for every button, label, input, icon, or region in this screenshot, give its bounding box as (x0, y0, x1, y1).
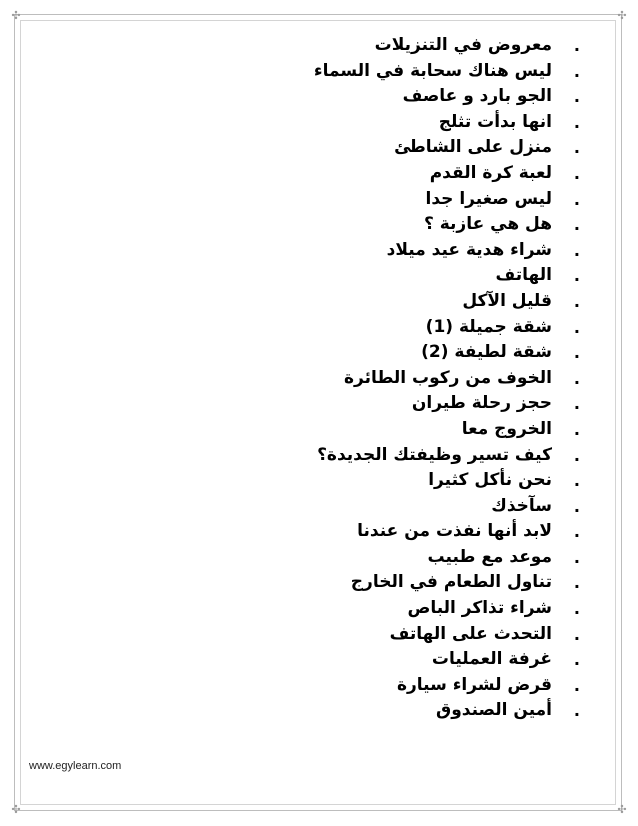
phrase-text: لابد أنها نفذت من عندنا (357, 521, 552, 542)
bullet-marker: . (573, 317, 580, 337)
bullet-marker: . (573, 138, 580, 158)
list-item (160, 417, 580, 443)
bullet-marker: . (573, 573, 580, 593)
list-item (160, 110, 580, 136)
phrase-text: موعد مع طبيب (427, 546, 552, 567)
bullet-marker: . (573, 650, 580, 670)
phrase-text: شقة جميلة (1) (425, 316, 552, 337)
list-item (160, 622, 580, 648)
phrase-text: أمين الصندوق (436, 700, 552, 721)
bullet-marker: . (573, 87, 580, 107)
phrase-text: قرض لشراء سيارة (396, 674, 552, 695)
list-item (160, 366, 580, 392)
bullet-marker: . (573, 215, 580, 235)
bullet-marker: . (573, 419, 580, 439)
list-item (160, 135, 580, 161)
phrase-text: الخوف من ركوب الطائرة (343, 367, 552, 388)
phrase-text: شقة لطيفة (2) (421, 342, 552, 363)
phrase-text: منزل على الشاطئ (394, 137, 552, 158)
list-item (160, 161, 580, 187)
phrase-text: هل هي عازبة ؟ (423, 214, 552, 235)
bullet-marker: . (573, 496, 580, 516)
list-item (160, 468, 580, 494)
bullet-marker: . (573, 61, 580, 81)
phrase-text: ليس صغيرا جدا (425, 188, 552, 209)
list-item (160, 596, 580, 622)
phrase-text: سآخذك (491, 495, 552, 516)
phrase-text: قليل الآكل (462, 290, 552, 311)
list-item (160, 519, 580, 545)
bullet-marker: . (573, 36, 580, 55)
phrase-text: معروض في التنزيلات (374, 35, 552, 55)
phrase-text: تناول الطعام في الخارج (350, 572, 552, 593)
bullet-marker: . (573, 599, 580, 619)
phrase-text: انها بدأت تثلج (438, 111, 552, 132)
bullet-marker: . (573, 394, 580, 414)
list-item (160, 494, 580, 520)
list-item (160, 187, 580, 213)
corner-ornament-icon: ✣ (617, 9, 627, 22)
list-item (160, 443, 580, 469)
phrase-text: نحن نأكل كثيرا (428, 470, 552, 491)
bullet-marker: . (573, 522, 580, 542)
bullet-marker: . (573, 240, 580, 260)
phrase-text: غرفة العمليات (431, 649, 552, 670)
phrase-text: ليس هناك سحابة في السماء (313, 60, 552, 81)
list-item (160, 289, 580, 315)
list-item (160, 340, 580, 366)
phrase-text: حجز رحلة طيران (411, 393, 552, 414)
bullet-marker: . (573, 701, 580, 721)
corner-ornament-icon: ✣ (11, 803, 21, 816)
phrase-text: التحدث على الهاتف (389, 623, 552, 644)
list-item (160, 263, 580, 289)
corner-ornament-icon: ✣ (11, 9, 21, 22)
bullet-marker: . (573, 291, 580, 311)
bullet-marker: . (573, 547, 580, 567)
phrase-text: الهاتف (495, 265, 552, 286)
phrase-text: الجو بارد و عاصف (402, 86, 552, 107)
phrase-text: كيف تسير وظيفتك الجديدة؟ (317, 444, 552, 465)
bullet-marker: . (573, 445, 580, 465)
corner-ornament-icon: ✣ (617, 803, 627, 816)
bullet-marker: . (573, 266, 580, 286)
bullet-marker: . (573, 368, 580, 388)
list-item (160, 698, 580, 724)
bullet-marker: . (573, 675, 580, 695)
phrase-text: لعبة كرة القدم (429, 162, 552, 183)
list-item (160, 673, 580, 699)
bullet-marker: . (573, 112, 580, 132)
list-item (160, 545, 580, 571)
list-item (160, 570, 580, 596)
list-item (160, 59, 580, 85)
phrase-list (160, 33, 580, 724)
bullet-marker: . (573, 343, 580, 363)
list-item (160, 238, 580, 264)
list-item (160, 391, 580, 417)
bullet-marker: . (573, 189, 580, 209)
list-item (160, 647, 580, 673)
phrase-text: الخروج معا (461, 418, 552, 439)
bullet-marker: . (573, 624, 580, 644)
phrase-text: شراء هدية عيد ميلاد (386, 239, 552, 260)
list-item (160, 84, 580, 110)
footer-website: www.egylearn.com (29, 760, 122, 772)
list-item (160, 212, 580, 238)
list-item (160, 315, 580, 341)
phrase-text: شراء تذاكر الباص (407, 598, 552, 619)
list-item (160, 33, 580, 59)
bullet-marker: . (573, 163, 580, 183)
bullet-marker: . (573, 471, 580, 491)
